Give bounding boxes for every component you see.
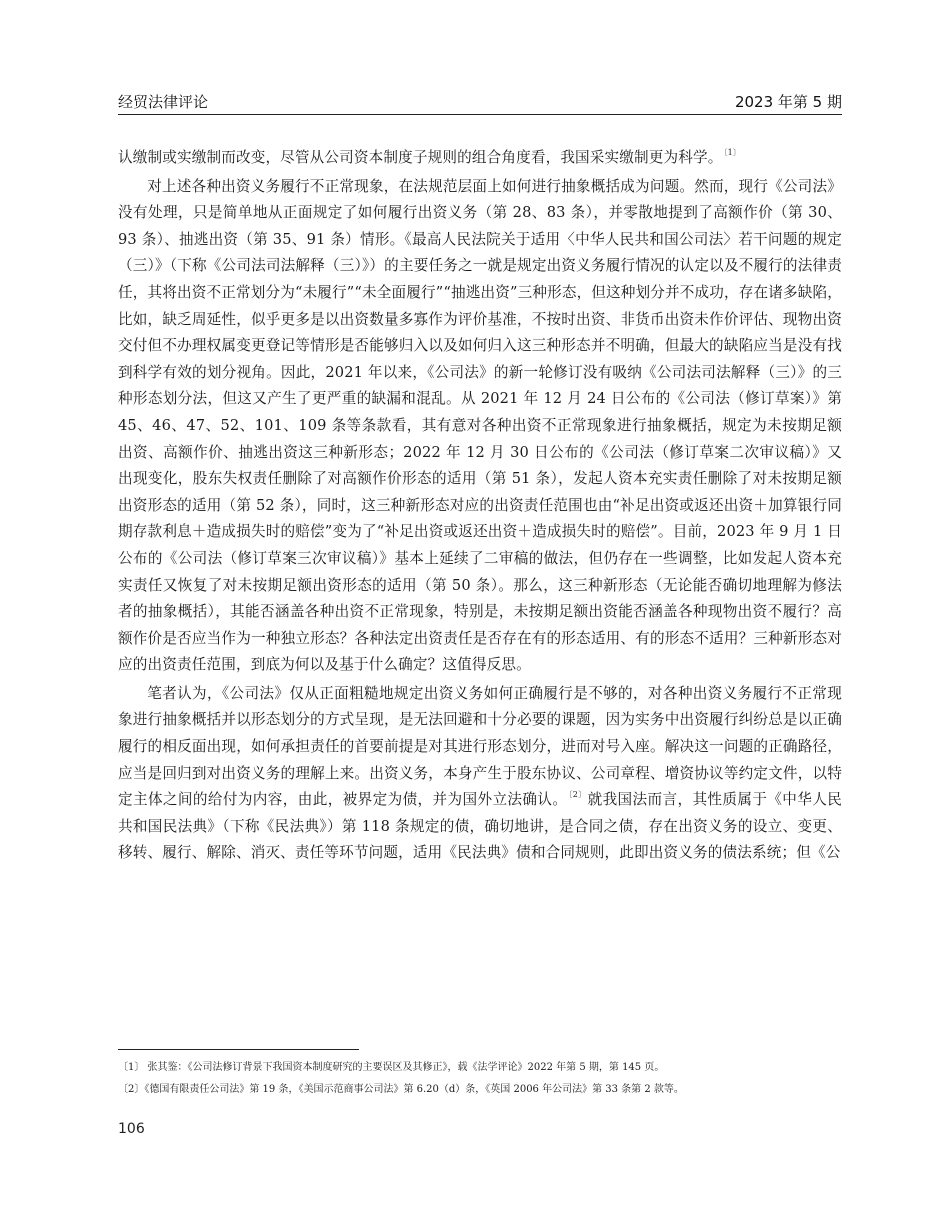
page-number: 106 <box>118 1121 145 1137</box>
paragraph-continuation: 认缴制或实缴制而改变，尽管从公司资本制度子规则的组合角度看，我国采实缴制更为科学。$^{〔1〕}$ <box>118 148 742 166</box>
paragraph-capital-contribution-forms: 对上述各种出资义务履行不正常现象，在法规范层面上如何进行抽象概括成为问题。然而，现行《公司法》没有处理，只是简单地从正面规定了如何履行出资义务（第 28、83 条），并零散地提到了高额作价（第 30、93 条）、抽逃出资（第 35、91 条）情形。《最高人民法院关于适用〈中华人民共和国公司法〉若干问题的规定（三）》（下称《公司法司法解释（三）》）的主要任务之一就是规定出资义务履行情况的认定以及不履行的法律责任，其将出资不正常划分为“未履行”“未全面履行”“抽逃出资”三种形态，但这种划分并不成功，存在诸多缺陷，比如，缺乏周延性，似乎更多是以出资数量多寡作为评价基准，不按时出资、非货币出资未作价评估、现物出资交付但不办理权属变更登记等情形是否能够归入以及如何归入这三种形态并不明确，但最大的缺陷应当是没有找到科学有效的划分视角。因此，2021 年以来，《公司法》的新一轮修订没有吸纳《公司法司法解释（三）》的三种形态划分法，但这又产生了更严重的缺漏和混乱。从 2021 年 12 月 24 日公布的《公司法（修订草案）》第 45、46、47、52、101、109 条等条款看，其有意对各种出资不正常现象进行抽象概括，规定为未按期足额出资、高额作价、抽逃出资这三种新形态；2022 年 12 月 30 日公布的《公司法（修订草案二次审议稿）》又出现变化，股东失权责任删除了对高额作价形态的适用（第 51 条），发起人资本充实责任删除了对未按期足额出资形态的适用（第 52 条），同时，这三种新形态对应的出资责任范围也由“补足出资或返还出资＋加算银行同期存款利息＋造成损失时的赔偿”变为了“补足出资或返还出资＋造成损失时的赔偿”。目前，2023 年 9 月 1 日公布的《公司法（修订草案三次审议稿）》基本上延续了二审稿的做法，但仍存在一些调整，比如发起人资本充实责任又恢复了对未按期足额出资形态的适用（第 50 条）。那么，这三种新形态（无论能否确切地理解为修法者的抽象概括），其能否涵盖各种出资不正常现象，特别是，未按期足额出资能否涵盖各种现物出资不履行？高额作价是否应当作为一种独立形态？各种法定出资责任是否存在有的形态适用、有的形态不适用？三种新形态对应的出资责任范围，到底为何以及基于什么确定？这值得反思。 <box>118 177 842 674</box>
footnote-2: 〔2〕《德国有限责任公司法》第 19 条，《美国示范商事公司法》第 6.20（d）条，《英国 2006 年公司法》第 33 条第 2 款等。 <box>118 1084 684 1095</box>
running-header <box>118 88 842 112</box>
issue-label: 2023 年第 5 期 <box>734 93 842 111</box>
footnote-1: 〔1〕 张其鉴：《公司法修订背景下我国资本制度研究的主要误区及其修正》，载《法学评论》2022 年第 5 期，第 145 页。 <box>118 1062 665 1073</box>
journal-title: 经贸法律评论 <box>118 93 209 111</box>
footnote-ref-1[interactable]: 〔1〕 <box>723 148 742 157</box>
footnotes <box>118 1057 842 1101</box>
footnote-divider <box>118 1049 359 1050</box>
footnote-ref-2[interactable]: 〔2〕 <box>568 790 587 800</box>
header-divider <box>118 114 842 115</box>
article-body <box>118 145 842 869</box>
paragraph-author-view: 笔者认为，《公司法》仅从正面粗糙地规定出资义务如何正确履行是不够的，对各种出资义务履行不正常现象进行抽象概括并以形态划分的方式呈现，是无法回避和十分必要的课题，因为实务中出资履行纠纷总是以正确履行的相反面出现，如何承担责任的首要前提是对其进行形态划分，进而对号入座。解决这一问题的正确路径，应当是回归到对出资义务的理解上来。出资义务，本身产生于股东协议、公司章程、增资协议等约定文件，以特定主体之间的给付为内容，由此，被界定为债，并为国外立法确认。$^{〔2〕}$就我国法而言，其性质属于《中华人民共和国民法典》（下称《民法典》）第 118 条规定的债，确切地讲，是合同之债，存在出资义务的设立、变更、移转、履行、解除、消灭、责任等环节问题，适用《民法典》债和合同规则，此即出资义务的债法系统；但《公 <box>118 684 842 862</box>
